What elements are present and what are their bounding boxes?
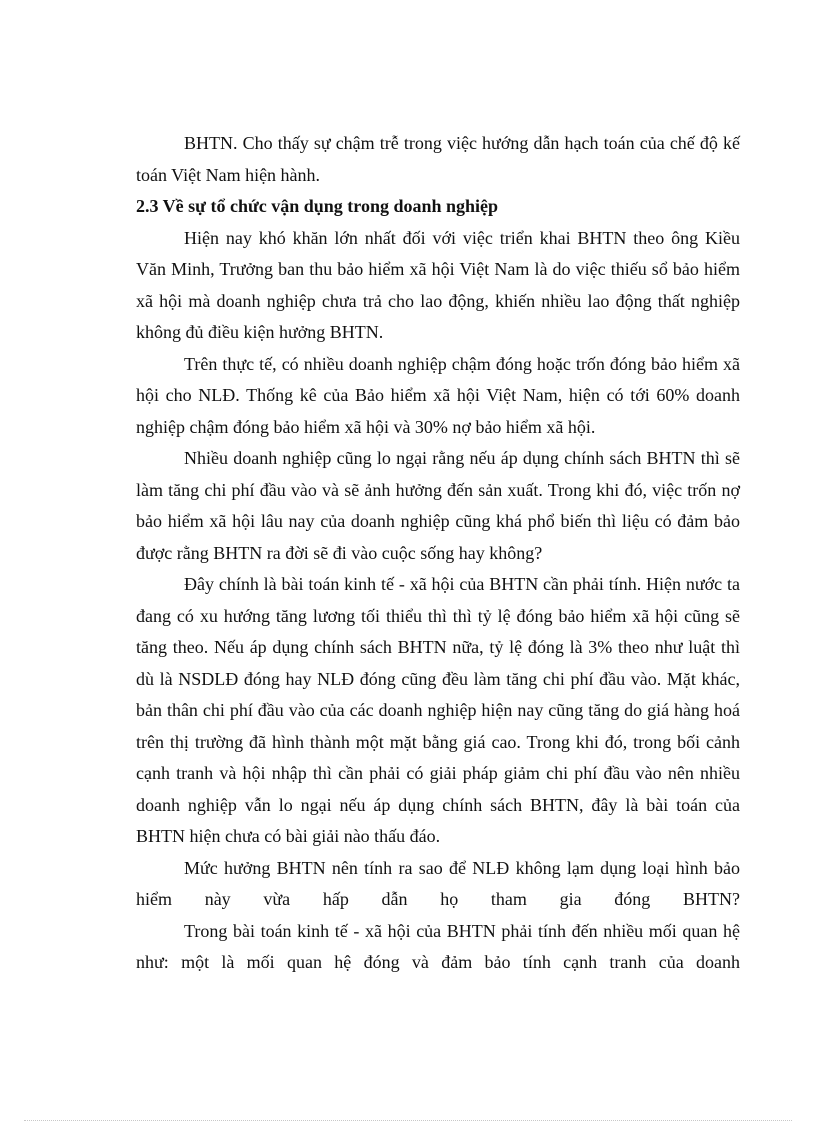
paragraph: Trong bài toán kinh tế - xã hội của BHTN phải tính đến nhiều mối quan hệ như: một là mối quan hệ đóng và đảm bảo tính cạnh tranh của doanh bbox=[136, 920, 740, 972]
page-bottom-rule bbox=[24, 1120, 792, 1121]
paragraph: Hiện nay khó khăn lớn nhất đối với việc triển khai BHTN theo ông Kiều Văn Minh, Trưởng ban thu bảo hiểm xã hội Việt Nam là do việc thiếu sổ bảo hiểm xã hội mà doanh nghiệp chưa trả cho lao động, khiến nhiều lao động thất nghiệp không đủ điều kiện hưởng BHTN. bbox=[136, 227, 740, 342]
paragraph: Nhiều doanh nghiệp cũng lo ngại rằng nếu áp dụng chính sách BHTN thì sẽ làm tăng chi phí đầu vào và sẽ ảnh hưởng đến sản xuất. Trong khi đó, việc trốn nợ bảo hiểm xã hội lâu nay của doanh nghiệp cũng khá phổ biến thì liệu có đảm bảo được rằng BHTN ra đời sẽ đi vào cuộc sống hay không? bbox=[136, 448, 740, 563]
paragraph: Trên thực tế, có nhiều doanh nghiệp chậm đóng hoặc trốn đóng bảo hiểm xã hội cho NLĐ. Thống kê của Bảo hiểm xã hội Việt Nam, hiện có tới 60% doanh nghiệp chậm đóng bảo hiểm xã hội và 30% nợ bảo hiểm xã hội. bbox=[136, 353, 740, 437]
document-body bbox=[136, 128, 740, 979]
paragraph: Mức hưởng BHTN nên tính ra sao để NLĐ không lạm dụng loại hình bảo hiểm này vừa hấp dẫn họ tham gia đóng BHTN? bbox=[136, 857, 740, 909]
paragraph-continuation: BHTN. Cho thấy sự chậm trễ trong việc hướng dẫn hạch toán của chế độ kế toán Việt Nam hiện hành. bbox=[136, 133, 740, 185]
section-heading: 2.3 Về sự tổ chức vận dụng trong doanh nghiệp bbox=[136, 196, 499, 216]
paragraph: Đây chính là bài toán kinh tế - xã hội của BHTN cần phải tính. Hiện nước ta đang có xu hướng tăng lương tối thiểu thì thì tỷ lệ đóng bảo hiểm xã hội cũng sẽ tăng theo. Nếu áp dụng chính sách BHTN nữa, tỷ lệ đóng là 3% theo như luật thì dù là NSDLĐ đóng hay NLĐ đóng cũng đều làm tăng chi phí đầu vào. Mặt khác, bản thân chi phí đầu vào của các doanh nghiệp hiện nay cũng tăng do giá hàng hoá trên thị trường đã hình thành một mặt bằng giá cao. Trong khi đó, trong bối cảnh cạnh tranh và hội nhập thì cần phải có giải pháp giảm chi phí đầu vào nên nhiều doanh nghiệp vẫn lo ngại nếu áp dụng chính sách BHTN, đây là bài toán của BHTN hiện chưa có bài giải nào thấu đáo. bbox=[136, 574, 740, 846]
